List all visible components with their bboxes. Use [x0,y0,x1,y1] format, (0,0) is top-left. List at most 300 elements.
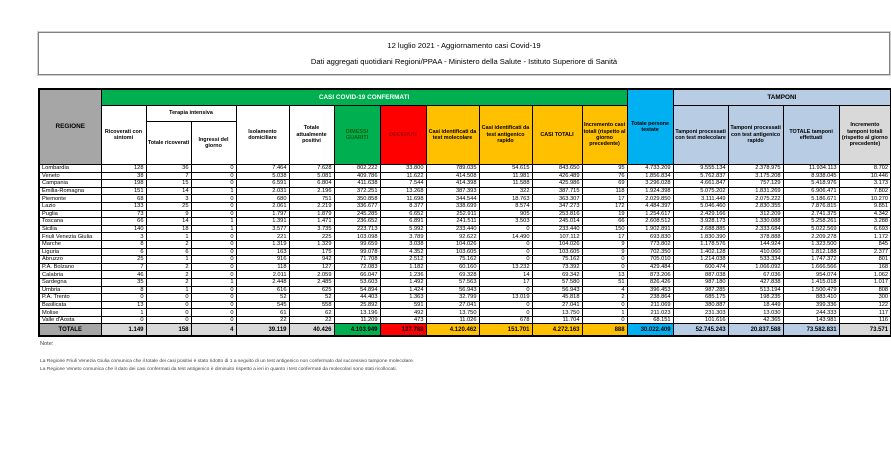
cell-casi_ant: 14 [479,271,532,279]
cell-tamp_tot: 6.906.471 [783,187,839,195]
table-row [39,202,891,210]
cell-tamp_tot: 1.415.018 [783,278,839,286]
cell-casi_mol: 252.911 [426,210,479,218]
cell-dimessi: 4.103.949 [334,324,380,337]
cell-tamp_tot: 1.500.479 [783,286,839,294]
cell-tamp_ant: 1.066.092 [728,263,783,271]
cell-incr_casi: 17 [582,195,627,203]
cell-ricoverati: 46 [101,271,146,279]
cell-casi_ant: 0 [479,301,532,309]
title-line-1: 12 luglio 2021 - Aggiornamento casi Covid-19 [387,40,541,50]
group-header-casi-confermati: CASI COVID-19 CONFERMATI [101,89,627,106]
cell-ricoverati: 68 [101,195,146,203]
cell-casi_ant: 13.232 [479,263,532,271]
cell-tamp_mol: 1.402.128 [673,248,728,256]
cell-tamp_ant: 2.333.684 [728,225,783,233]
cell-incr_tamp: 122 [839,301,891,309]
group-header-terapia-intensiva: Terapia intensiva [146,106,236,122]
cell-ti_totale: 158 [146,324,191,337]
cell-casi_tot: 11.704 [532,316,582,324]
cell-incr_tamp: 2.377 [839,248,891,256]
cell-isolamento: 2.061 [236,202,289,210]
cell-incr_casi: 1 [582,309,627,317]
title-line-2: Dati aggregati quotidiani Regioni/PPAA - Ministero della Salute - Istituto Superiore di Sanità [310,57,618,67]
table-row [39,301,891,309]
cell-tamp_mol: 5.046.460 [673,202,728,210]
cell-tamp_ant: 3.175.208 [728,172,783,180]
cell-tamp_mol: 685.175 [673,294,728,302]
cell-attuali: 558 [289,301,334,309]
cell-tamp_ant: 1.831.269 [728,187,783,195]
cell-deceduti: 1.363 [380,294,426,302]
cell-deceduti: 127.788 [380,324,426,337]
header-incremento-tamponi: Incremento tamponi totali (rispetto al giorno precedente) [839,106,891,165]
cell-casi_mol: 338.699 [426,202,479,210]
cell-incr_tamp: 117 [839,309,891,317]
cell-tamp_mol: 2.688.885 [673,225,728,233]
cell-isolamento: 545 [236,301,289,309]
cell-attuali: 2.196 [289,187,334,195]
cell-casi_tot: 57.580 [532,278,582,286]
cell-dimessi: 802.222 [334,165,380,173]
region-name: Valle d'Aosta [39,316,101,324]
table-row [39,316,891,324]
cell-deceduti: 33.800 [380,165,426,173]
note-line-1: La Regione Friuli Venezia Giulia comunica che il totale dei casi positivi è stato ridotto di 1 a seguito di un test antigenico non confermato dal successivo tampone molecolare. [40,359,415,364]
cell-tamp_tot: 5.186.671 [783,195,839,203]
cell-tamp_mol: 101.616 [673,316,728,324]
cell-casi_mol: 241.511 [426,218,479,226]
cell-incr_tamp: 808 [839,286,891,294]
cell-attuali: 175 [289,248,334,256]
cell-casi_tot: 103.605 [532,248,582,256]
cell-tamp_tot: 399.336 [783,301,839,309]
cell-tamp_tot: 1.747.372 [783,256,839,264]
cell-casi_mol: 104.026 [426,240,479,248]
cell-testate: 693.830 [627,233,673,241]
cell-ti_totale: 1 [146,233,191,241]
cell-deceduti: 1.424 [380,286,426,294]
cell-ti_totale: 0 [146,294,191,302]
cell-casi_tot: 45.818 [532,294,582,302]
cell-isolamento: 2.011 [236,271,289,279]
region-name: P.A. Bolzano [39,263,101,271]
cell-ti_ingressi: 0 [191,202,236,210]
cell-casi_ant: 0 [479,240,532,248]
cell-casi_ant: 18.763 [479,195,532,203]
cell-tamp_ant: 533.334 [728,256,783,264]
cell-deceduti: 5.992 [380,225,426,233]
cell-ricoverati: 0 [101,316,146,324]
cell-isolamento: 916 [236,256,289,264]
header-tamponi-antigenico: Tamponi processati con test antigenico rapido [728,106,783,165]
cell-attuali: 1.329 [289,240,334,248]
table-body [39,165,891,337]
table-row [39,256,891,264]
table-row [39,286,891,294]
cell-deceduti: 3.038 [380,240,426,248]
notes-section [40,341,860,374]
cell-deceduti: 7.544 [380,180,426,188]
cell-incr_tamp: 6.693 [839,225,891,233]
cell-tamp_mol: 3.928.173 [673,218,728,226]
cell-deceduti: 2.512 [380,256,426,264]
cell-casi_ant: 14.490 [479,233,532,241]
cell-ti_ingressi: 1 [191,278,236,286]
cell-casi_ant: 0 [479,225,532,233]
cell-casi_mol: 57.563 [426,278,479,286]
cell-attuali: 225 [289,233,334,241]
cell-incr_casi: 51 [582,278,627,286]
cell-isolamento: 221 [236,233,289,241]
cell-tamp_ant: 2.830.355 [728,202,783,210]
cell-isolamento: 7.464 [236,165,289,173]
cell-isolamento: 680 [236,195,289,203]
cell-ricoverati: 25 [101,256,146,264]
cell-incr_casi: 66 [582,218,627,226]
cell-tamp_tot: 5.022.569 [783,225,839,233]
cell-casi_ant: 3.503 [479,218,532,226]
header-regione: REGIONE [39,89,101,165]
cell-ti_totale: 36 [146,165,191,173]
cell-casi_ant: 11.588 [479,180,532,188]
cell-isolamento: 2.448 [236,278,289,286]
cell-casi_ant: 0 [479,248,532,256]
header-ingressi-del-giorno: Ingressi del giorno [191,122,236,165]
cell-ti_totale: 7 [146,172,191,180]
cell-deceduti: 11.698 [380,195,426,203]
cell-incr_tamp: 4.342 [839,210,891,218]
cell-ricoverati: 35 [101,278,146,286]
cell-ti_ingressi: 0 [191,248,236,256]
cell-incr_casi: 888 [582,324,627,337]
cell-casi_mol: 344.544 [426,195,479,203]
cell-casi_mol: 4.120.462 [426,324,479,337]
cell-ti_ingressi: 1 [191,218,236,226]
cell-casi_tot: 426.489 [532,172,582,180]
region-name: Umbria [39,286,101,294]
cell-testate: 238.864 [627,294,673,302]
cell-dimessi: 236.652 [334,218,380,226]
cell-attuali: 127 [289,263,334,271]
table-row [39,165,891,173]
cell-incr_tamp: 7.802 [839,187,891,195]
cell-casi_ant: 54.615 [479,165,532,173]
cell-tamp_tot: 1.323.500 [783,240,839,248]
cell-testate: 1.856.834 [627,172,673,180]
cell-tamp_tot: 73.582.831 [783,324,839,337]
cell-ti_ingressi: 0 [191,210,236,218]
cell-deceduti: 492 [380,309,426,317]
cell-casi_tot: 387.715 [532,187,582,195]
cell-ti_ingressi: 0 [191,180,236,188]
cell-attuali: 751 [289,195,334,203]
table-row [39,172,891,180]
cell-attuali: 6.804 [289,180,334,188]
cell-testate: 773.802 [627,240,673,248]
cell-testate: 702.350 [627,248,673,256]
region-name: Lazio [39,202,101,210]
table-row [39,294,891,302]
cell-casi_ant: 11.981 [479,172,532,180]
header-totale-persone-testate: Totale persone testate [627,89,673,165]
cell-dimessi: 372.251 [334,187,380,195]
cell-testate: 3.296.028 [627,180,673,188]
cell-testate: 68.151 [627,316,673,324]
cell-incr_casi: 150 [582,225,627,233]
cell-casi_tot: 104.026 [532,240,582,248]
cell-deceduti: 473 [380,316,426,324]
cell-testate: 826.426 [627,278,673,286]
cell-testate: 873.206 [627,271,673,279]
cell-ti_totale: 0 [146,316,191,324]
cell-casi_mol: 233.440 [426,225,479,233]
cell-ti_ingressi: 0 [191,294,236,302]
cell-ricoverati: 8 [101,286,146,294]
cell-deceduti: 1.182 [380,263,426,271]
cell-deceduti: 4.352 [380,248,426,256]
cell-testate: 396.453 [627,286,673,294]
cell-attuali: 2.219 [289,202,334,210]
region-name: Puglia [39,210,101,218]
cell-ti_ingressi: 0 [191,240,236,248]
table-row [39,240,891,248]
cell-ti_totale: 15 [146,180,191,188]
cell-deceduti: 1.236 [380,271,426,279]
cell-tamp_tot: 244.333 [783,309,839,317]
cell-casi_ant: 0 [479,309,532,317]
cell-incr_casi: 76 [582,172,627,180]
cell-incr_tamp: 1.062 [839,271,891,279]
cell-incr_tamp: 3.173 [839,180,891,188]
cell-casi_tot: 4.272.163 [532,324,582,337]
cell-ti_totale: 2 [146,271,191,279]
region-name: Veneto [39,172,101,180]
cell-ti_ingressi: 1 [191,187,236,195]
cell-tamp_ant: 198.235 [728,294,783,302]
cell-casi_ant: 322 [479,187,532,195]
table-row [39,210,891,218]
cell-incr_casi: 0 [582,316,627,324]
cell-ricoverati: 3 [101,233,146,241]
cell-casi_tot: 843.650 [532,165,582,173]
cell-testate: 1.902.891 [627,225,673,233]
cell-attuali: 1.879 [289,210,334,218]
cell-incr_tamp: 9.851 [839,202,891,210]
cell-casi_mol: 32.799 [426,294,479,302]
cell-ti_totale: 3 [146,195,191,203]
table-row [39,248,891,256]
table-row [39,271,891,279]
table-row [39,187,891,195]
cell-incr_casi: 19 [582,210,627,218]
cell-deceduti: 6.891 [380,218,426,226]
cell-tamp_ant: 67.036 [728,271,783,279]
cell-tamp_ant: 757.129 [728,180,783,188]
cell-deceduti: 13.268 [380,187,426,195]
cell-incr_tamp: 10.270 [839,195,891,203]
region-name: Campania [39,180,101,188]
cell-ricoverati: 198 [101,180,146,188]
cell-isolamento: 61 [236,309,289,317]
cell-casi_mol: 27.041 [426,301,479,309]
cell-isolamento: 616 [236,286,289,294]
cell-attuali: 7.628 [289,165,334,173]
cell-casi_tot: 347.273 [532,202,582,210]
cell-tamp_ant: 42.365 [728,316,783,324]
cell-ti_ingressi: 0 [191,172,236,180]
header-casi-totali: CASI TOTALI [532,106,582,165]
cell-attuali: 942 [289,256,334,264]
cell-casi_tot: 73.392 [532,263,582,271]
cell-tamp_mol: 987.180 [673,278,728,286]
cell-incr_tamp: 10.446 [839,172,891,180]
cell-dimessi: 103.098 [334,233,380,241]
cell-dimessi: 409.786 [334,172,380,180]
cell-tamp_ant: 20.837.588 [728,324,783,337]
cell-tamp_ant: 2.378.975 [728,165,783,173]
cell-tamp_ant: 144.924 [728,240,783,248]
header-totale-tamponi: TOTALE tamponi effettuati [783,106,839,165]
cell-tamp_tot: 11.934.113 [783,165,839,173]
cell-dimessi: 54.894 [334,286,380,294]
cell-ricoverati: 66 [101,218,146,226]
cell-incr_casi: 17 [582,233,627,241]
header-casi-test-antigenico: Casi identificati da test antigenico rapido [479,106,532,165]
cell-tamp_tot: 883.410 [783,294,839,302]
cell-casi_mol: 414.398 [426,180,479,188]
cell-attuali: 3.735 [289,225,334,233]
cell-ricoverati: 133 [101,202,146,210]
cell-testate: 211.069 [627,301,673,309]
cell-casi_tot: 75.162 [532,256,582,264]
cell-casi_mol: 13.750 [426,309,479,317]
cell-attuali: 52 [289,294,334,302]
cell-casi_mol: 414.508 [426,172,479,180]
cell-ti_ingressi: 0 [191,263,236,271]
cell-ricoverati: 13 [101,301,146,309]
cell-ti_totale: 2 [146,278,191,286]
cell-tamp_mol: 4.661.847 [673,180,728,188]
cell-incr_casi: 69 [582,180,627,188]
cell-casi_ant: 0 [479,286,532,294]
cell-isolamento: 2.031 [236,187,289,195]
cell-casi_ant: 905 [479,210,532,218]
cell-tamp_mol: 1.214.038 [673,256,728,264]
cell-casi_ant: 17 [479,278,532,286]
cell-ti_totale: 25 [146,202,191,210]
cell-tamp_ant: 427.838 [728,278,783,286]
cell-ti_totale: 14 [146,187,191,195]
cell-testate: 429.484 [627,263,673,271]
cell-casi_tot: 13.750 [532,309,582,317]
cell-tamp_mol: 987.285 [673,286,728,294]
cell-tamp_mol: 5.762.837 [673,172,728,180]
cell-casi_mol: 60.160 [426,263,479,271]
cell-dimessi: 53.603 [334,278,380,286]
header-dimessi-guariti: DIMESSI GUARITI [334,106,380,165]
cell-casi_tot: 363.307 [532,195,582,203]
cell-incr_casi: 13 [582,271,627,279]
cell-tamp_tot: 5.258.261 [783,218,839,226]
cell-dimessi: 72.083 [334,263,380,271]
cell-casi_ant: 0 [479,256,532,264]
cell-incr_casi: 4 [582,286,627,294]
cell-dimessi: 99.078 [334,248,380,256]
cell-ricoverati: 1.149 [101,324,146,337]
header-tamponi-molecolare: Tamponi processati con test molecolare [673,106,728,165]
cell-incr_tamp: 116 [839,316,891,324]
total-label: TOTALE [39,324,101,337]
cell-tamp_ant: 378.888 [728,233,783,241]
cell-isolamento: 52 [236,294,289,302]
region-name: Basilicata [39,301,101,309]
cell-isolamento: 118 [236,263,289,271]
cell-casi_mol: 103.605 [426,248,479,256]
cell-ti_totale: 18 [146,225,191,233]
cell-testate: 2.608.512 [627,218,673,226]
cell-deceduti: 1.492 [380,278,426,286]
cell-incr_casi: 2 [582,294,627,302]
cell-attuali: 625 [289,286,334,294]
region-name: Piemonte [39,195,101,203]
cell-isolamento: 1.797 [236,210,289,218]
cell-tamp_ant: 2.075.222 [728,195,783,203]
cell-ricoverati: 8 [101,240,146,248]
cell-ricoverati: 38 [101,172,146,180]
cell-casi_ant: 8.574 [479,202,532,210]
cell-casi_mol: 11.026 [426,316,479,324]
cell-ti_totale: 9 [146,210,191,218]
cell-tamp_mol: 231.303 [673,309,728,317]
table-row [39,278,891,286]
notes-label: Note: [40,341,54,347]
cell-casi_tot: 27.041 [532,301,582,309]
cell-incr_tamp: 1.017 [839,278,891,286]
cell-tamp_ant: 18.449 [728,301,783,309]
region-name: Liguria [39,248,101,256]
cell-tamp_mol: 2.429.166 [673,210,728,218]
cell-incr_tamp: 168 [839,263,891,271]
cell-ti_totale: 2 [146,240,191,248]
total-row [39,324,891,337]
region-name: Sicilia [39,225,101,233]
cell-tamp_tot: 8.938.045 [783,172,839,180]
cell-ricoverati: 73 [101,210,146,218]
header-incremento-casi: Incremento casi totali (rispetto al giorno precedente) [582,106,627,165]
cell-ricoverati: 6 [101,248,146,256]
cell-incr_tamp: 845 [839,240,891,248]
cell-ti_ingressi: 0 [191,316,236,324]
cell-tamp_mol: 52.745.243 [673,324,728,337]
cell-incr_casi: 9 [582,240,627,248]
cell-ricoverati: 1 [101,309,146,317]
cell-testate: 211.023 [627,309,673,317]
cell-ti_totale: 6 [146,248,191,256]
cell-deceduti: 6.652 [380,210,426,218]
cell-ti_ingressi: 0 [191,271,236,279]
cell-incr_casi: 0 [582,263,627,271]
cell-testate: 1.924.398 [627,187,673,195]
cell-ricoverati: 128 [101,165,146,173]
cell-casi_tot: 107.112 [532,233,582,241]
table-row [39,195,891,203]
cell-incr_casi: 0 [582,256,627,264]
header-isolamento-domiciliare: Isolamento domiciliare [236,106,289,165]
cell-ti_totale: 0 [146,309,191,317]
cell-dimessi: 336.677 [334,202,380,210]
cell-tamp_mol: 1.830.390 [673,233,728,241]
